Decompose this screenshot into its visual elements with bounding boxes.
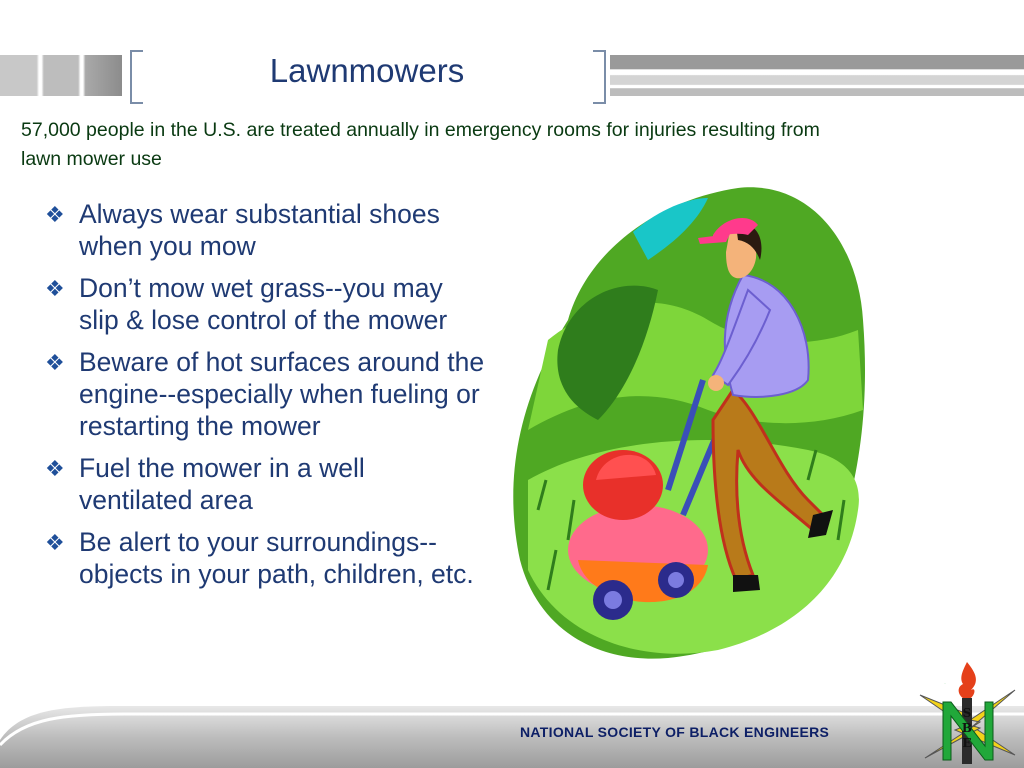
logo-letter-e: E (962, 736, 972, 750)
list-item (45, 272, 485, 336)
person-hand (708, 375, 724, 391)
list-item-label: Don’t mow wet grass--you may slip & lose control of the mower (79, 273, 448, 335)
safety-tips-list (45, 198, 485, 600)
list-item-label: Always wear substantial shoes when you mow (79, 199, 440, 261)
footer-organization: NATIONAL SOCIETY OF BLACK ENGINEERS (520, 724, 830, 740)
footer-band (0, 700, 1024, 768)
logo-letter-n: N (944, 684, 946, 685)
diamond-bullet-icon: ❖ (45, 350, 65, 375)
logo-flame (959, 662, 976, 700)
slide-title: Lawnmowers (269, 52, 465, 89)
person-shoe-left (733, 575, 760, 592)
header-decor-right (610, 55, 1024, 96)
list-item-label: Fuel the mower in a well ventilated area (79, 453, 365, 515)
diamond-bullet-icon: ❖ (45, 276, 65, 301)
list-item (45, 452, 485, 516)
list-item-label: Be alert to your surroundings--objects in your path, children, etc. (79, 527, 474, 589)
lawnmower-illustration (508, 180, 868, 660)
nsbe-logo (915, 660, 1020, 768)
list-item-label: Beware of hot surfaces around the engine--especially when fueling or restarting the mower (79, 347, 485, 441)
logo-letter-s: S (962, 706, 972, 720)
diamond-bullet-icon: ❖ (45, 456, 65, 481)
diamond-bullet-icon: ❖ (45, 530, 65, 555)
list-item (45, 198, 485, 262)
list-item (45, 346, 485, 442)
slide-subtitle: 57,000 people in the U.S. are treated annually in emergency rooms for injuries resulting from lawn mower use (21, 119, 820, 170)
list-item (45, 526, 485, 590)
header-decor-left (0, 55, 122, 96)
title-bracket-right (593, 50, 606, 104)
logo-letter-b: B (961, 721, 973, 735)
diamond-bullet-icon: ❖ (45, 202, 65, 227)
